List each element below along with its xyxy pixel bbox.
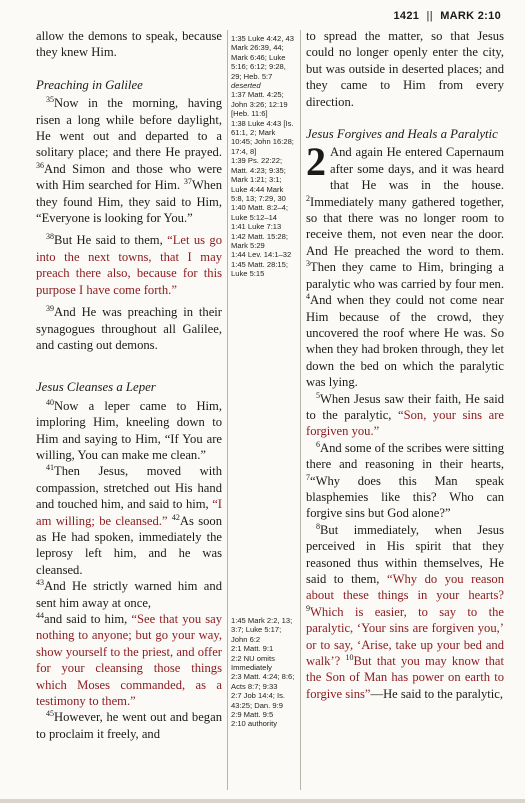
- cross-reference: 1:38 Luke 4:43 [Is. 61:1, 2; Mark 10:45; John 16:28; 17:4, 8]: [231, 118, 294, 156]
- verse-45: $^{45}$However, he went out and began to proclaim it freely, and: [36, 709, 222, 741]
- cross-reference: 1:39 Ps. 22:22; Matt. 4:23; 9:35; Mark 1:21; 3:1; Luke 4:44 Mark 5:8, 13; 7:29, 30: [231, 156, 286, 203]
- cross-reference: 2:1 Matt. 9:1: [231, 644, 274, 654]
- words-of-jesus-44: “See that you say nothing to anyone; but go your way, show yourself to the priest, and offer for your cleansing those things which Moses commanded, as a testimony to them.”: [36, 612, 223, 709]
- section-heading-leper: Jesus Cleanses a Leper: [36, 380, 156, 395]
- continued-paragraph: allow the demons to speak, because they knew Him.: [36, 29, 222, 60]
- verse-36: And Simon and those who were with Him searched for Him.: [36, 161, 222, 193]
- verse-1: And again He entered Capernaum after some days, and it was heard that He was in the house.: [330, 145, 504, 193]
- section-heading-preaching: Preaching in Galilee: [36, 77, 143, 92]
- verse-40: $^{40}$Now a leper came to Him, imploring Him, kneeling down to Him and saying to Him, “If You are willing, You can make me clean.”: [36, 397, 222, 462]
- cross-reference: 1:40 Matt. 8:2–4; Luke 5:12–14: [231, 203, 288, 222]
- running-head: MARK 2:10: [440, 10, 501, 22]
- verse-37-quote: “Everyone is looking for You.”: [36, 211, 193, 226]
- cross-reference: 2:3 Matt. 4:24; 8:6; Acts 8:7; 9:33: [231, 672, 295, 691]
- words-of-jesus-9: Which is easier, to say to the paralytic, ‘Your sins are forgiven you,’ or to say, ‘Arise, take up your bed and walk’?: [306, 604, 504, 669]
- words-of-jesus-8: “Why do you reason about these things in your hearts?: [306, 572, 504, 603]
- page-number: 1421: [393, 10, 420, 22]
- verse-4: And when they could not come near Him because of the crowd, they uncovered the roof where He was. So when they had broken through, they let down the bed on which the paralytic was lying.: [306, 293, 504, 390]
- verse-37: When they found Him, they said to Him,: [36, 178, 222, 209]
- verse-44: $^{44}$and said to him, “See that you say nothing to anyone; but go your way, show yourself to the priest, and offer for your cleansing those things which Moses commanded, as a testimony to them.”: [36, 610, 223, 709]
- words-of-jesus-5: “Son, your sins are forgiven you.”: [306, 407, 504, 439]
- verse-6: $^6$And some of the scribes were sitting there and reasoning in their hearts, $^7$“Why does this Man speak blasphemies like this? Who can forgive sins but God alone?”: [306, 439, 504, 521]
- cross-reference: 1:45 Matt. 28:15; Luke 5:15: [231, 259, 288, 279]
- verse-39: $^{39}$And He was preaching in their synagogues throughout all Galilee, and casting out demons.: [36, 303, 222, 352]
- column-rule-right: [300, 30, 301, 790]
- cross-references-top: [231, 34, 298, 279]
- cross-reference: 2:9 Matt. 9:5: [231, 710, 274, 720]
- column-rule-left: [227, 30, 228, 790]
- cross-reference: 1:45 Mark 2:2, 13; 3:7; Luke 5:17; John 6:2: [231, 616, 293, 644]
- cross-reference: deserted: [231, 81, 261, 91]
- verse-2: Immediately many gathered together, so that there was no longer room to receive them, not even near the door. And He preached the word to them.: [306, 194, 504, 258]
- verse-5: $^5$When Jesus saw their faith, He said to the paralytic, “Son, your sins are forgiven you.”: [306, 390, 504, 439]
- page-header: [394, 10, 502, 28]
- cross-references-bottom: [231, 616, 298, 729]
- cross-reference: 2:10 authority: [231, 719, 278, 729]
- verse-10-narration: —He said to the paralytic,: [370, 686, 504, 701]
- words-of-jesus-10: But that you may know that the Son of Man has power on earth to forgive sins”: [306, 654, 504, 701]
- section-heading-paralytic: Jesus Forgives and Heals a Paralytic: [306, 127, 498, 142]
- verse-42: As soon as He had spoken, immediately the leprosy left him, and he was cleansed.: [36, 513, 223, 577]
- cross-reference: 2:2 NU omits Immediately: [231, 653, 275, 673]
- continued-paragraph: to spread the matter, so that Jesus could no longer openly enter the city, but was outside in deserted places; and they came to Him from every direction.: [306, 29, 504, 109]
- verse-43: $^{43}$And He strictly warned him and sent him away at once,: [36, 578, 222, 610]
- verse-7: “Why does this Man speak blasphemies like this? Who can forgive sins but God alone?”: [306, 473, 504, 521]
- verse-41: $^{41}$Then Jesus, moved with compassion, stretched out His hand and touched him, and said to him, “I am willing; be cleansed.” $^{42}$As soon as He had spoken, immediately the leprosy left him, and he was cleansed.: [36, 463, 223, 577]
- verse-35: $^{35}$Now in the morning, having risen a long while before daylight, He went out and departed to a solitary place; and there He prayed. $^{36}$And Simon and those who were with Him searched for Him. $^{37}$When they found Him, they said to Him, “Everyone is looking for You.”: [36, 95, 222, 226]
- words-of-jesus-38: “Let us go into the next towns, that I may preach there also, because for this purpose I have come forth.”: [36, 233, 222, 297]
- right-text-column: [306, 28, 504, 702]
- cross-reference: 1:41 Luke 7:13: [231, 222, 282, 232]
- verse-3: Then they came to Him, bringing a paralytic who was carried by four men.: [306, 260, 504, 291]
- cross-reference: 2:7 Job 14:4; Is. 43:25; Dan. 9:9: [231, 691, 286, 710]
- verse-8: $^8$But immediately, when Jesus perceived in His spirit that they reasoned thus within themselves, He said to them, “Why do you reason about these things in your hearts? $^9$Which is easier, to say to the paralytic, ‘Your sins are forgiven you,’ or to say, ‘Arise, take up your bed and walk’? $^{10}$But that you may know that the Son of Man has power on earth to forgive sins”—He said to the paralytic,: [306, 521, 504, 701]
- cross-reference: 1:37 Matt. 4:25; John 3:26; 12:19 [Heb. 11:6]: [231, 90, 288, 119]
- cross-reference: 1:44 Lev. 14:1–32: [231, 250, 292, 260]
- page-bottom-edge: [0, 799, 525, 803]
- chapter-number: 2: [306, 139, 326, 185]
- left-text-column: [36, 28, 222, 742]
- chapter-2-opening: 2 And again He entered Capernaum after some days, and it was heard that He was in the house. $^2$Immediately many gathered together, so that there was no longer room to receive them, not even near the door. And He preached the word to them. $^3$Then they came to Him, bringing a paralytic who was carried by four men. $^4$And when they could not come near Him because of the crowd, they uncovered the roof where He was. So when they had broken through, they let down the bed on which the paralytic was lying.: [306, 139, 504, 390]
- words-of-jesus-41: “I am willing; be cleansed.”: [36, 497, 223, 528]
- verse-38: $^{38}$But He said to them, “Let us go into the next towns, that I may preach there also, because for this purpose I have come forth.”: [36, 232, 222, 297]
- cross-reference: 1:42 Matt. 15:28; Mark 5:29: [231, 231, 288, 250]
- header-separator: ||: [426, 10, 433, 22]
- cross-reference: 1:35 Luke 4:42, 43 Mark 26:39, 44; Mark 6:46; Luke 5:16; 6:12; 9:28, 29; Heb. 5:7: [231, 34, 294, 81]
